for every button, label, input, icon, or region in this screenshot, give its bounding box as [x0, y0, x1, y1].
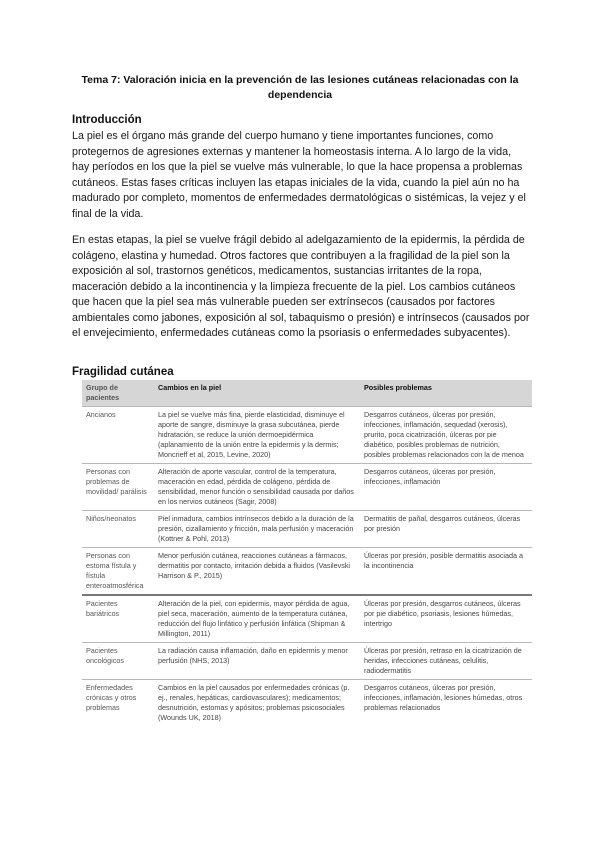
cell-problems: Úlceras por presión, posible dermatitis asociada a la incontinencia: [360, 548, 532, 596]
table-row: [82, 464, 532, 511]
cell-changes: La radiación causa inflamación, daño en epidermis y menor perfusión (NHS, 2013): [154, 643, 360, 680]
intro-heading: Introducción: [72, 114, 142, 126]
cell-group: Personas con estoma fístula y fístula enteroatmosférica: [82, 548, 154, 596]
table-row: [82, 595, 532, 643]
table-header-row: [82, 380, 532, 407]
header-problems: Posibles problemas: [360, 380, 532, 407]
cell-changes: La piel se vuelve más fina, pierde elasticidad, disminuye el aporte de sangre, disminuye la grasa subcutánea, pierde hidratación, se reduce la unión dermoepidérmica (aplanamiento de la unión entre la epidermis y la dermis; Moncrieff et al, 2015, Levine, 2020): [154, 407, 360, 464]
document-title: Tema 7: Valoración inicia en la prevención de las lesiones cutáneas relacionadas con la dependencia: [81, 74, 519, 101]
cell-problems: Desgarros cutáneos, úlceras por presión, infecciones, inflamación: [360, 464, 532, 511]
intro-paragraph-2: En estas etapas, la piel se vuelve frágil debido al adelgazamiento de la epidermis, la pérdida de colágeno, elastina y humedad. Otros factores que contribuyen a la fragilidad de la piel son la exposición al sol, trastornos genéticos, medicamentos, sustancias irritantes de la ropa, maceración debido a la incontinencia y la limpieza frecuente de la piel. Los cambios cutáneos que hacen que la piel sea más vulnerable pueden ser extrínsecos (causados por factores ambientales como jabones, exposición al sol, tabaquismo o presión) e intrínsecos (causados por el envejecimiento, enfermedades cutáneas como la psoriasis o enfermedades subyacentes).: [72, 234, 530, 339]
cell-group: Enfermedades crónicas y otros problemas: [82, 680, 154, 727]
cell-problems: Desgarros cutáneos, úlceras por presión, infecciones, inflamación, lesiones húmedas, otros problemas relacionados: [360, 680, 532, 727]
cell-changes: Alteración de aporte vascular, control de la temperatura, maceración en edad, pérdida de colágeno, pérdida de sensibilidad, menor función o sensibilidad causada por daños en los nervios cutáneos (Sagir, 2008): [154, 464, 360, 511]
cell-problems: Úlceras por presión, retraso en la cicatrización de heridas, infecciones cutáneas, celulitis, radiodermatitis: [360, 643, 532, 680]
header-group: Grupo de pacientes: [82, 380, 154, 407]
intro-paragraph-1: La piel es el órgano más grande del cuerpo humano y tiene importantes funciones, como protegernos de agresiones externas y mantener la homeostasis interna. A lo largo de la vida, hay períodos en los que la piel se vuelve más vulnerable, lo que la hace propensa a problemas cutáneos. Estas fases críticas incluyen las etapas iniciales de la vida, cuando la piel aún no ha madurado por completo, momentos de enfermedades dermatológicas o sistémicas, la vejez y el final de la vida.: [72, 130, 526, 220]
cell-changes: Cambios en la piel causados por enfermedades crónicas (p. ej., renales, hepáticas, cardiovasculares); medicamentos; desnutrición, estomas y apósitos; problemas psicosociales (Wounds UK, 2018): [154, 680, 360, 727]
cell-problems: Desgarros cutáneos, úlceras por presión, infecciones, inflamación, sequedad (xerosis), prurito, poca cicatrización, úlceras por pie diabético, posibles problemas de nutrición, posibles problemas relacionados con la de menoa: [360, 407, 532, 464]
cell-group: Pacientes oncológicos: [82, 643, 154, 680]
table-row: [82, 643, 532, 680]
fragility-table: [82, 380, 532, 726]
cell-changes: Alteración de la piel, con epidermis, mayor pérdida de agua, piel seca, maceración, aumento de la temperatura cutánea, reducción del flujo linfático y perfusión linfática (Shipman & Millington, 2011): [154, 595, 360, 643]
cell-changes: Menor perfusión cutánea, reacciones cutáneas a fármacos, dermatitis por contacto, irritación debida a fluidos (Vasilevski Harrison & P., 2015): [154, 548, 360, 596]
cell-group: Ancianos: [82, 407, 154, 464]
cell-changes: Piel inmadura, cambios intrínsecos debido a la duración de la presión, cizallamiento y fricción, mala perfusión y maceración (Kottner & Pohl, 2013): [154, 511, 360, 548]
table-row: [82, 548, 532, 596]
header-changes: Cambios en la piel: [154, 380, 360, 407]
cell-problems: Dermatitis de pañal, desgarros cutáneos, úlceras por presión: [360, 511, 532, 548]
cell-problems: Úlceras por presión, desgarros cutáneos, úlceras por pie diabético, psoriasis, lesiones húmedas, intertrigo: [360, 595, 532, 643]
table-row: [82, 680, 532, 727]
cell-group: Niños/neonatos: [82, 511, 154, 548]
table-row: [82, 511, 532, 548]
table-row: [82, 407, 532, 464]
fragility-heading: Fragilidad cutánea: [72, 366, 174, 378]
cell-group: Pacientes bariátricos: [82, 595, 154, 643]
table-body: [82, 407, 532, 727]
cell-group: Personas con problemas de movilidad/ parálisis: [82, 464, 154, 511]
